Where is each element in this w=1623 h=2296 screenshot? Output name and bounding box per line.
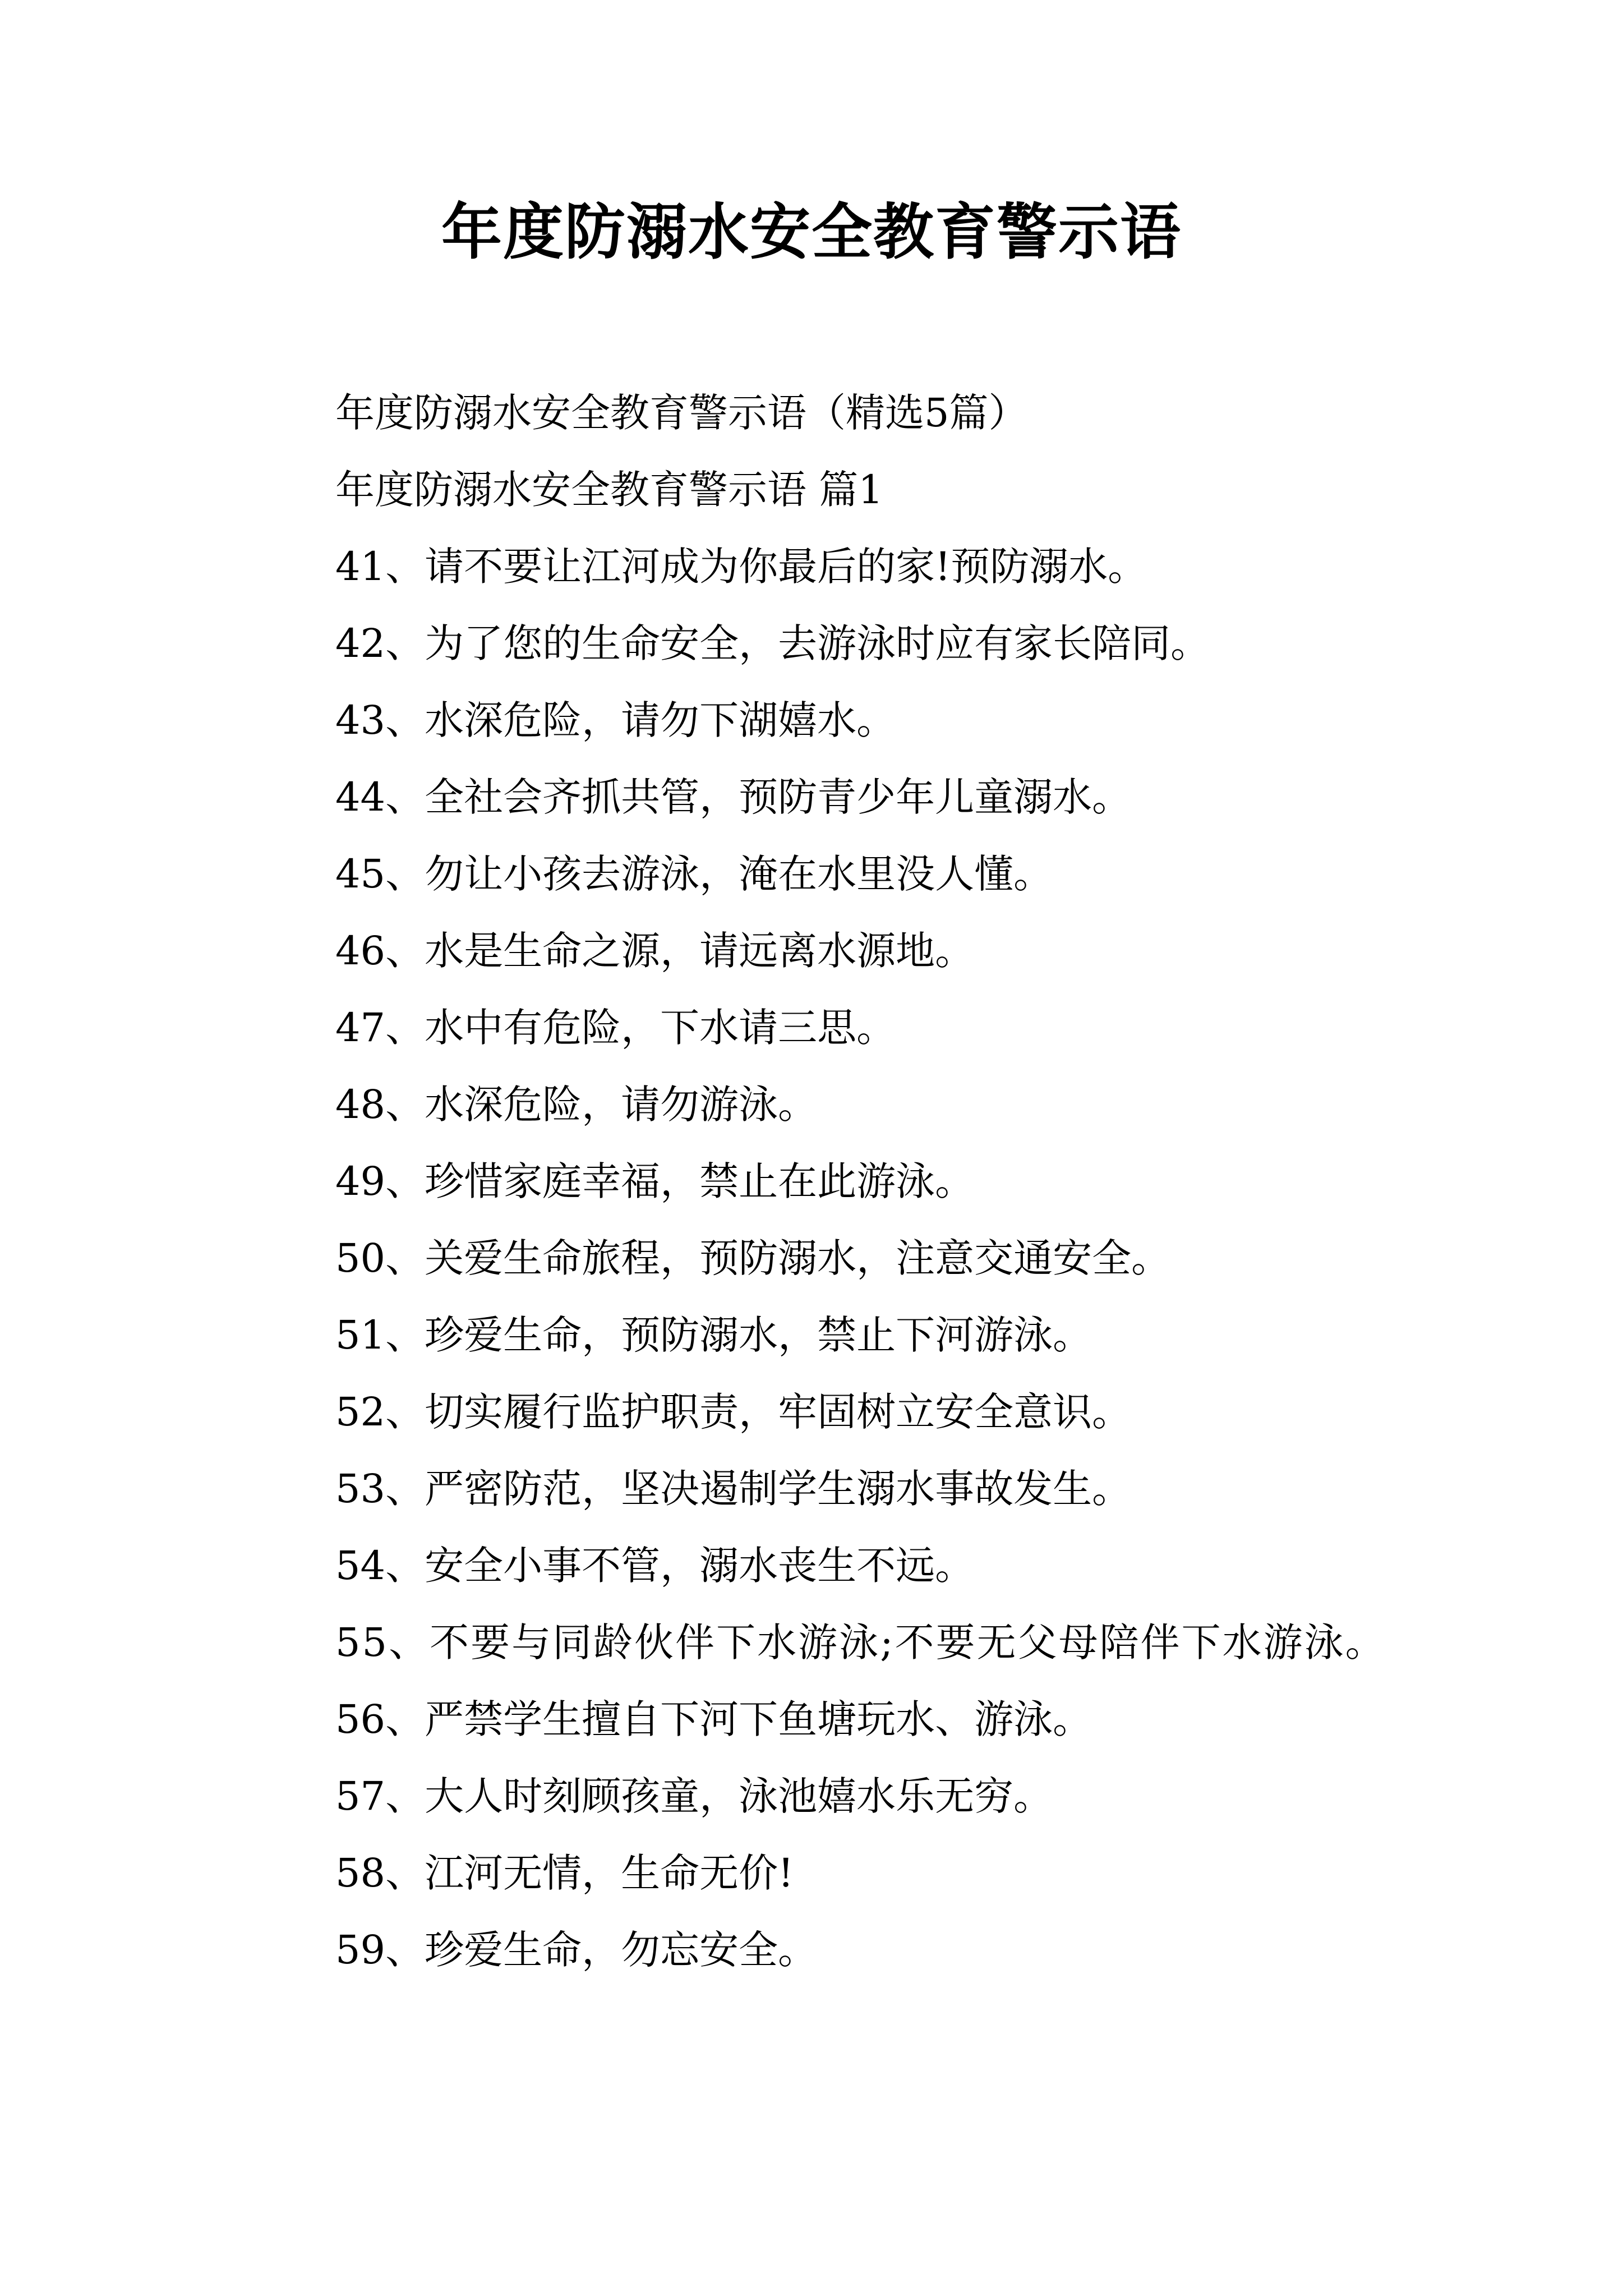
slogan-50: 50、关爱生命旅程，预防溺水，注意交通安全。 — [335, 1235, 1171, 1281]
slogan-59: 59、珍爱生命，勿忘安全。 — [335, 1927, 818, 1973]
slogan-51: 51、珍爱生命，预防溺水，禁止下河游泳。 — [335, 1312, 1092, 1358]
slogan-55: 55、不要与同龄伙伴下水游泳;不要无父母陪伴下水游泳。 — [335, 1619, 1386, 1665]
slogan-52: 52、切实履行监护职责，牢固树立安全意识。 — [335, 1389, 1132, 1435]
slogan-49: 49、珍惜家庭幸福，禁止在此游泳。 — [335, 1158, 975, 1204]
slogan-42: 42、为了您的生命安全，去游泳时应有家长陪同。 — [335, 620, 1210, 666]
slogan-54: 54、安全小事不管，溺水丧生不远。 — [335, 1543, 975, 1589]
slogan-56: 56、严禁学生擅自下河下鱼塘玩水、游泳。 — [335, 1696, 1092, 1742]
slogan-47: 47、水中有危险，下水请三思。 — [335, 1005, 896, 1051]
paragraph-section-heading: 年度防溺水安全教育警示语 篇1 — [335, 467, 883, 513]
slogan-58: 58、江河无情，生命无价! — [335, 1850, 794, 1896]
slogan-43: 43、水深危险，请勿下湖嬉水。 — [335, 697, 896, 743]
document-body — [250, 375, 1394, 1989]
slogan-53: 53、严密防范，坚决遏制学生溺水事故发生。 — [335, 1466, 1132, 1512]
paragraph-subtitle: 年度防溺水安全教育警示语（精选5篇） — [335, 390, 1028, 436]
slogan-44: 44、全社会齐抓共管，预防青少年儿童溺水。 — [335, 774, 1132, 820]
document-title: 年度防溺水安全教育警示语 — [441, 197, 1182, 268]
slogan-57: 57、大人时刻顾孩童，泳池嬉水乐无穷。 — [335, 1773, 1053, 1819]
slogan-45: 45、勿让小孩去游泳，淹在水里没人懂。 — [335, 851, 1053, 897]
slogan-41: 41、请不要让江河成为你最后的家!预防溺水。 — [335, 544, 1147, 590]
slogan-48: 48、水深危险，请勿游泳。 — [335, 1082, 818, 1128]
slogan-46: 46、水是生命之源，请远离水源地。 — [335, 928, 975, 974]
